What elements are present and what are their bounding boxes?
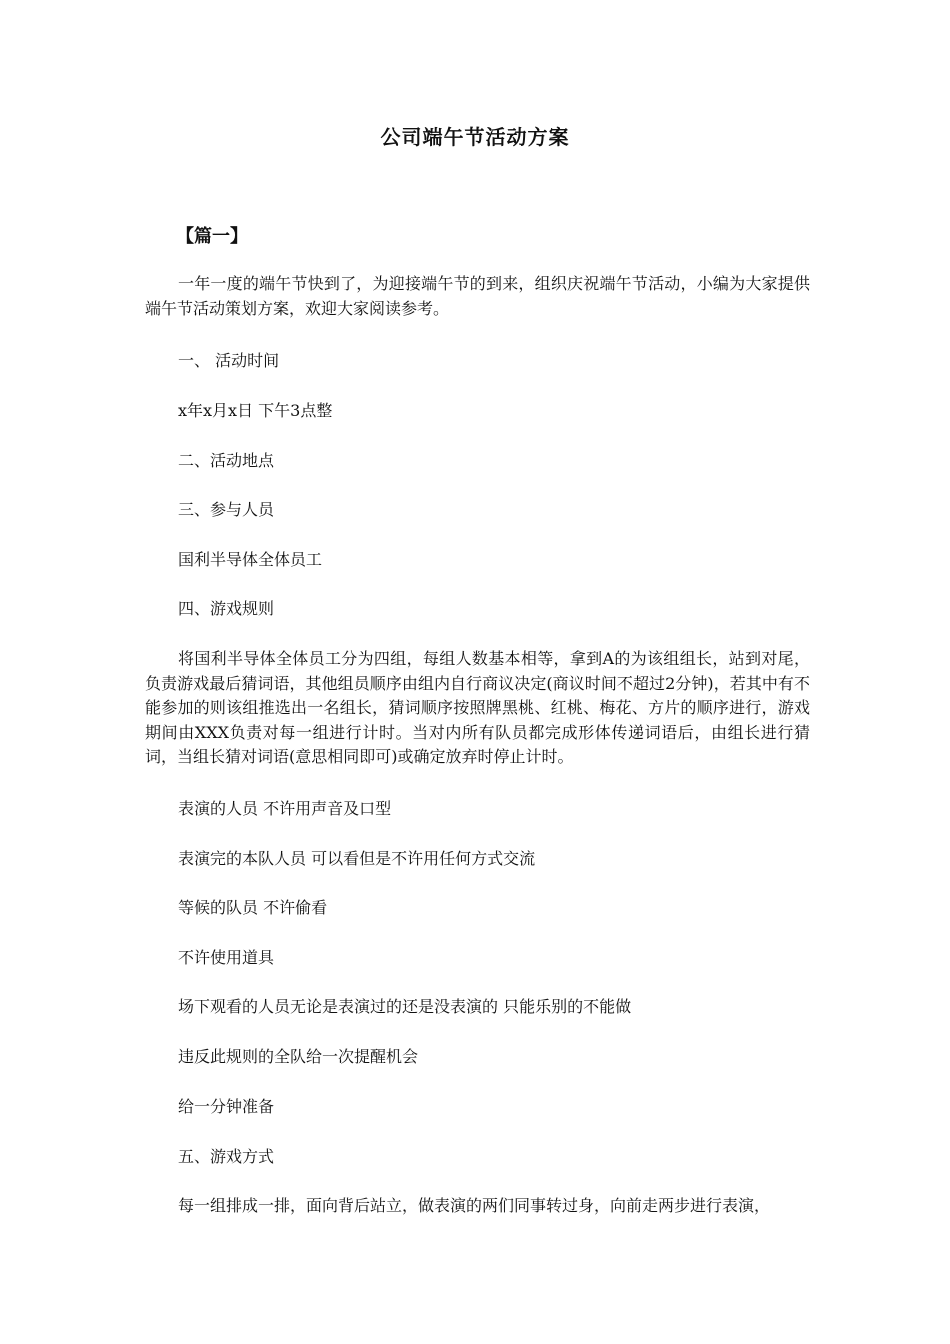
item1-value: x年x月x日 下午3点整 (178, 401, 333, 420)
item5-paragraph: 每一组排成一排，面向背后站立，做表演的两们同事转过身，向前走两步进行表演， (178, 1196, 771, 1215)
item3-heading: 三、参与人员 (178, 500, 275, 519)
rule-line: 等候的队员 不许偷看 (178, 898, 328, 917)
item1-heading: 一、 活动时间 (178, 351, 280, 370)
item4-heading: 四、游戏规则 (178, 599, 275, 618)
rule-line: 违反此规则的全队给一次提醒机会 (178, 1047, 419, 1066)
section-heading: 【篇一】 (176, 226, 248, 247)
rule-line: 场下观看的人员无论是表演过的还是没表演的 只能乐别的不能做 (178, 997, 632, 1016)
intro-paragraph: 一年一度的端午节快到了，为迎接端午节的到来，组织庆祝端午节活动，小编为大家提供端午节活动策划方案，欢迎大家阅读参考。 (145, 274, 810, 318)
document-title: 公司端午节活动方案 (380, 125, 570, 149)
rule-line: 给一分钟准备 (178, 1097, 275, 1116)
rule-line: 不许使用道具 (178, 948, 275, 967)
item3-value: 国利半导体全体员工 (178, 550, 323, 569)
rules-paragraph: 将国利半导体全体员工分为四组，每组人数基本相等，拿到A的为该组组长，站到对尾，负责游戏最后猜词语，其他组员顺序由组内自行商议决定(商议时间不超过2分钟)，若其中有不能参加的则该组推选出一名组长，猜词顺序按照牌黑桃、红桃、梅花、方片的顺序进行，游戏期间由XXX负责对每一组进行计时。当对内所有队员都完成形体传递词语后，由组长进行猜词，当组长猜对词语(意思相同即可)或确定放弃时停止计时。 (145, 649, 810, 766)
rule-line: 表演的人员 不许用声音及口型 (178, 799, 392, 818)
rule-line: 表演完的本队人员 可以看但是不许用任何方式交流 (178, 849, 536, 868)
item5-heading: 五、游戏方式 (178, 1147, 275, 1166)
item2-heading: 二、活动地点 (178, 451, 275, 470)
